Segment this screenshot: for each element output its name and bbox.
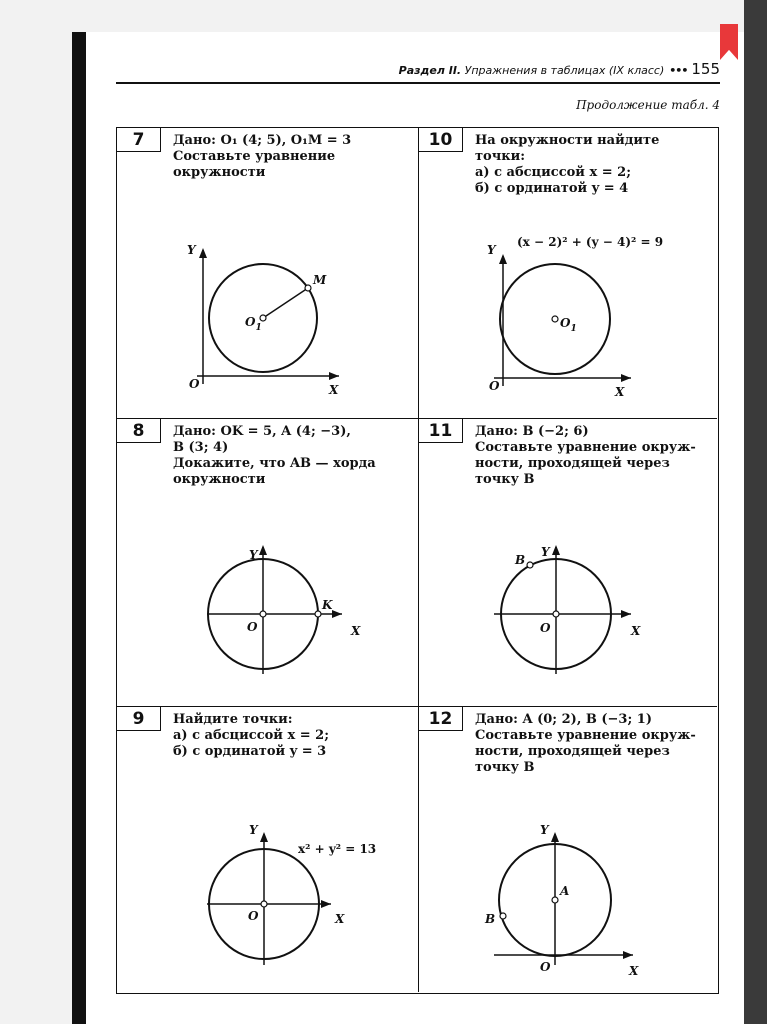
x-axis-label: X — [329, 383, 339, 397]
y-axis-arrow — [499, 254, 507, 264]
exercise-line: б) с ординатой y = 4 — [475, 181, 629, 196]
section-subtitle: Упражнения в таблицах (IX класс) — [464, 64, 665, 77]
exercise-line: ности, проходящей через — [475, 744, 670, 759]
x-axis-label: X — [351, 624, 361, 638]
y-axis-label: Y — [487, 243, 496, 257]
point-b — [527, 562, 533, 568]
center-label: $O_1$ — [245, 315, 262, 333]
center-label: A — [560, 884, 570, 898]
table-continuation-caption: Продолжение табл. 4 — [576, 98, 720, 112]
book-page — [86, 32, 744, 1024]
book-spine-left — [72, 32, 86, 1024]
exercise-cell-8 — [117, 419, 419, 707]
figure-11 — [419, 419, 717, 707]
center-point — [552, 316, 558, 322]
y-axis-arrow — [199, 248, 207, 258]
x-axis-arrow — [329, 372, 339, 380]
origin-label: O — [248, 909, 259, 923]
exercise-table — [116, 127, 719, 994]
exercise-line: Составьте уравнение — [173, 149, 336, 164]
header-rule — [116, 82, 720, 84]
exercise-line: Составьте уравнение окруж- — [475, 440, 696, 455]
point-label: M — [313, 273, 327, 287]
y-axis-label: Y — [249, 823, 258, 837]
y-axis-label: Y — [541, 545, 550, 559]
x-axis-arrow — [621, 374, 631, 382]
exercise-number: 11 — [419, 419, 463, 443]
origin-label: O — [247, 620, 258, 634]
y-axis-arrow — [552, 545, 560, 555]
x-axis-label: X — [615, 385, 625, 399]
exercise-line: ности, проходящей через — [475, 456, 670, 471]
exercise-line: точки: — [475, 149, 526, 164]
exercise-line: Составьте уравнение окруж- — [475, 728, 696, 743]
y-axis-arrow — [260, 832, 268, 842]
exercise-number: 12 — [419, 707, 463, 731]
exercise-line: окружности — [173, 165, 266, 180]
exercise-line: Дано: O₁ (4; 5), O₁M = 3 — [173, 133, 352, 148]
exercise-line: Дано: OK = 5, A (4; −3), — [173, 424, 351, 439]
page-number: 155 — [691, 60, 720, 78]
exercise-line: точку B — [475, 760, 535, 775]
exercise-line: Найдите точки: — [173, 712, 293, 727]
exercise-number: 8 — [117, 419, 161, 443]
x-axis-label: X — [629, 964, 639, 978]
circle-equation: (x − 2)² + (y − 4)² = 9 — [517, 235, 664, 249]
origin-label: O — [540, 960, 551, 974]
section-title: Раздел II. — [398, 64, 462, 77]
exercise-line: а) с абсциссой x = 2; — [173, 728, 330, 743]
exercise-number: 10 — [419, 128, 463, 152]
bookmark-ribbon — [720, 24, 738, 60]
exercise-line: Докажите, что AB — хорда — [173, 456, 376, 471]
x-axis-label: X — [631, 624, 641, 638]
origin-point — [260, 611, 266, 617]
point-label: B — [515, 553, 526, 567]
x-axis-label: X — [335, 912, 345, 926]
x-axis-arrow — [621, 610, 631, 618]
figure-7 — [117, 128, 419, 419]
figure-9 — [117, 707, 419, 992]
exercise-number: 9 — [117, 707, 161, 731]
exercise-cell-9 — [117, 707, 419, 992]
y-axis-label: Y — [187, 243, 196, 257]
y-axis-label: Y — [540, 823, 549, 837]
x-axis-arrow — [623, 951, 633, 959]
point-label: K — [322, 598, 333, 612]
exercise-line: На окружности найдите — [475, 133, 660, 148]
book-edge-right — [744, 0, 767, 1024]
origin-point — [553, 611, 559, 617]
header-dots: ••• — [669, 64, 688, 77]
exercise-number: 7 — [117, 128, 161, 152]
exercise-cell-10 — [419, 128, 717, 419]
point-b — [500, 913, 506, 919]
exercise-cell-11 — [419, 419, 717, 707]
exercise-line: окружности — [173, 472, 266, 487]
exercise-line: B (3; 4) — [173, 440, 229, 455]
origin-point — [261, 901, 267, 907]
point-label: B — [485, 912, 496, 926]
center-label: $O_1$ — [560, 316, 577, 334]
point-k — [315, 611, 321, 617]
y-axis-label: Y — [249, 548, 258, 562]
x-axis-arrow — [332, 610, 342, 618]
figure-8 — [117, 419, 419, 707]
exercise-cell-7 — [117, 128, 419, 419]
exercise-cell-12 — [419, 707, 717, 992]
figure-10 — [419, 128, 717, 419]
y-axis-arrow — [551, 832, 559, 842]
exercise-line: а) с абсциссой x = 2; — [475, 165, 632, 180]
running-header — [86, 60, 720, 78]
exercise-line: б) с ординатой y = 3 — [173, 744, 327, 759]
circle-equation: x² + y² = 13 — [298, 842, 377, 856]
exercise-line: Дано: B (−2; 6) — [475, 424, 589, 439]
exercise-line: точку B — [475, 472, 535, 487]
exercise-line: Дано: A (0; 2), B (−3; 1) — [475, 712, 652, 727]
x-axis-arrow — [321, 900, 331, 908]
origin-label: O — [189, 377, 200, 391]
y-axis-arrow — [259, 545, 267, 555]
point-m — [305, 285, 311, 291]
figure-12 — [419, 707, 717, 992]
origin-label: O — [540, 621, 551, 635]
center-point — [260, 315, 266, 321]
radius — [263, 288, 308, 318]
origin-label: O — [489, 379, 500, 393]
point-a — [552, 897, 558, 903]
